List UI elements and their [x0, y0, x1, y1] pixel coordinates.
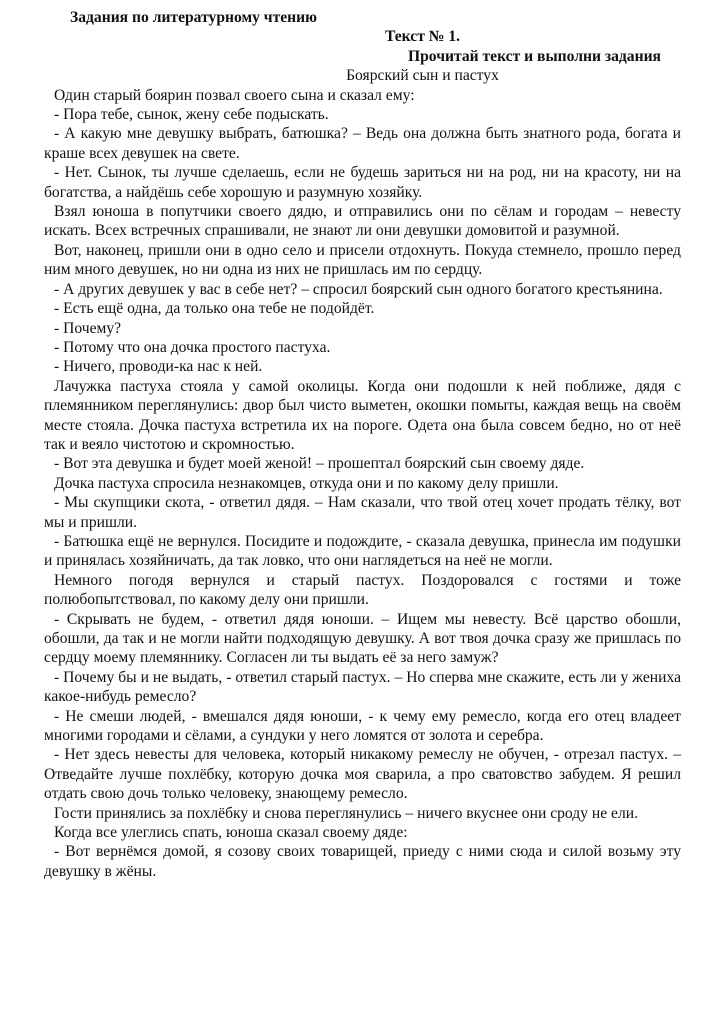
paragraph: Вот, наконец, пришли они в одно село и присели отдохнуть. Покуда стемнело, прошло перед ним много девушек, но ни одна из них не пришлась им по сердцу.: [44, 241, 681, 279]
paragraph: - Вот эта девушка и будет моей женой! – прошептал боярский сын своему дяде.: [54, 455, 585, 473]
paragraph: - Мы скупщики скота, - ответил дядя. – Нам сказали, что твой отец хочет продать тёлку, вот мы и пришли.: [44, 494, 681, 531]
text-number-heading: Текст № 1.: [384, 28, 461, 46]
paragraph: - А других девушек у вас в себе нет? – спросил боярский сын одного богатого крестьянина.: [54, 280, 663, 298]
paragraph: - Потому что она дочка простого пастуха.: [54, 338, 331, 356]
paragraph: Взял юноша в попутчики своего дядю, и отправились они по сёлам и городам – невесту искать. Всех встречных спрашивали, не знают ли они девушки домовитой и разумной.: [44, 203, 681, 240]
paragraph: Когда все улеглись спать, юноша сказал своему дяде:: [54, 824, 408, 842]
paragraph: - Вот вернёмся домой, я созову своих товарищей, приеду с ними сюда и силой возьму эту девушку в жёны.: [44, 843, 681, 880]
paragraph: - А какую мне девушку выбрать, батюшка? – Ведь она должна быть знатного рода, богата и краше всех девушек на свете.: [44, 125, 681, 162]
paragraph: Немного погодя вернулся и старый пастух. Поздоровался с гостями и тоже полюбопытствовал, по какому делу они пришли.: [44, 571, 681, 609]
paragraph: Один старый боярин позвал своего сына и сказал ему:: [54, 86, 415, 104]
paragraph: Лачужка пастуха стояла у самой околицы. Когда они подошли к ней поближе, дядя с племянником переглянулись: двор был чисто выметен, окошки помыты, каждая вещь на своём месте стояла. Дочка пастуха встретила их на пороге. Одета она была совсем бедно, но от неё так и веяло чистотою и скромностью.: [44, 377, 681, 453]
paragraph: - Почему бы и не выдать, - ответил старый пастух. – Но сперва мне скажите, есть ли у жениха какое-нибудь ремесло?: [44, 668, 681, 706]
paragraph: - Почему?: [54, 319, 122, 337]
story-body: [44, 86, 681, 882]
story-title: Боярский сын и пастух: [346, 67, 499, 85]
paragraph: - Нет здесь невесты для человека, который никакому ремеслу не обучен, - отрезал пастух. – Отведайте лучше похлёбку, которую дочка моя сварила, а про сватовство забудем. Я решил отдать свою дочь только человеку, знающему ремесло.: [44, 746, 681, 803]
paragraph: - Пора тебе, сынок, жену себе подыскать.: [54, 106, 329, 124]
subject-heading: Задания по литературному чтению: [70, 9, 318, 26]
paragraph: - Батюшка ещё не вернулся. Посидите и подождите, - сказала девушка, принесла им подушки и принялась хозяйничать, да так ловко, что они наглядеться на неё не могли.: [44, 532, 681, 570]
paragraph: - Скрывать не будем, - ответил дядя юноши. – Ищем мы невесту. Всё царство обошли, обошли, да так и не могли найти подходящую девушку. А вот твоя дочка сразу же пришлась по сердцу моему племяннику. Согласен ли ты выдать её за него замуж?: [44, 610, 681, 667]
paragraph: - Не смеши людей, - вмешался дядя юноши, - к чему ему ремесло, когда его отец владеет многими городами и сёлами, а сундуки у него ломятся от золота и серебра.: [44, 707, 681, 745]
task-instruction-heading: Прочитай текст и выполни задания: [408, 47, 661, 65]
paragraph: Дочка пастуха спросила незнакомцев, откуда они и по какому делу пришли.: [54, 474, 559, 492]
paragraph: Гости принялись за похлёбку и снова переглянулись – ничего вкуснее они сроду не ели.: [54, 804, 638, 822]
paragraph: - Есть ещё одна, да только она тебе не подойдёт.: [54, 300, 375, 318]
paragraph: - Нет. Сынок, ты лучше сделаешь, если не будешь зариться ни на род, ни на красоту, ни на богатства, а найдёшь себе хорошую и разумную хозяйку.: [44, 164, 681, 201]
paragraph: - Ничего, проводи-ка нас к ней.: [54, 358, 263, 376]
